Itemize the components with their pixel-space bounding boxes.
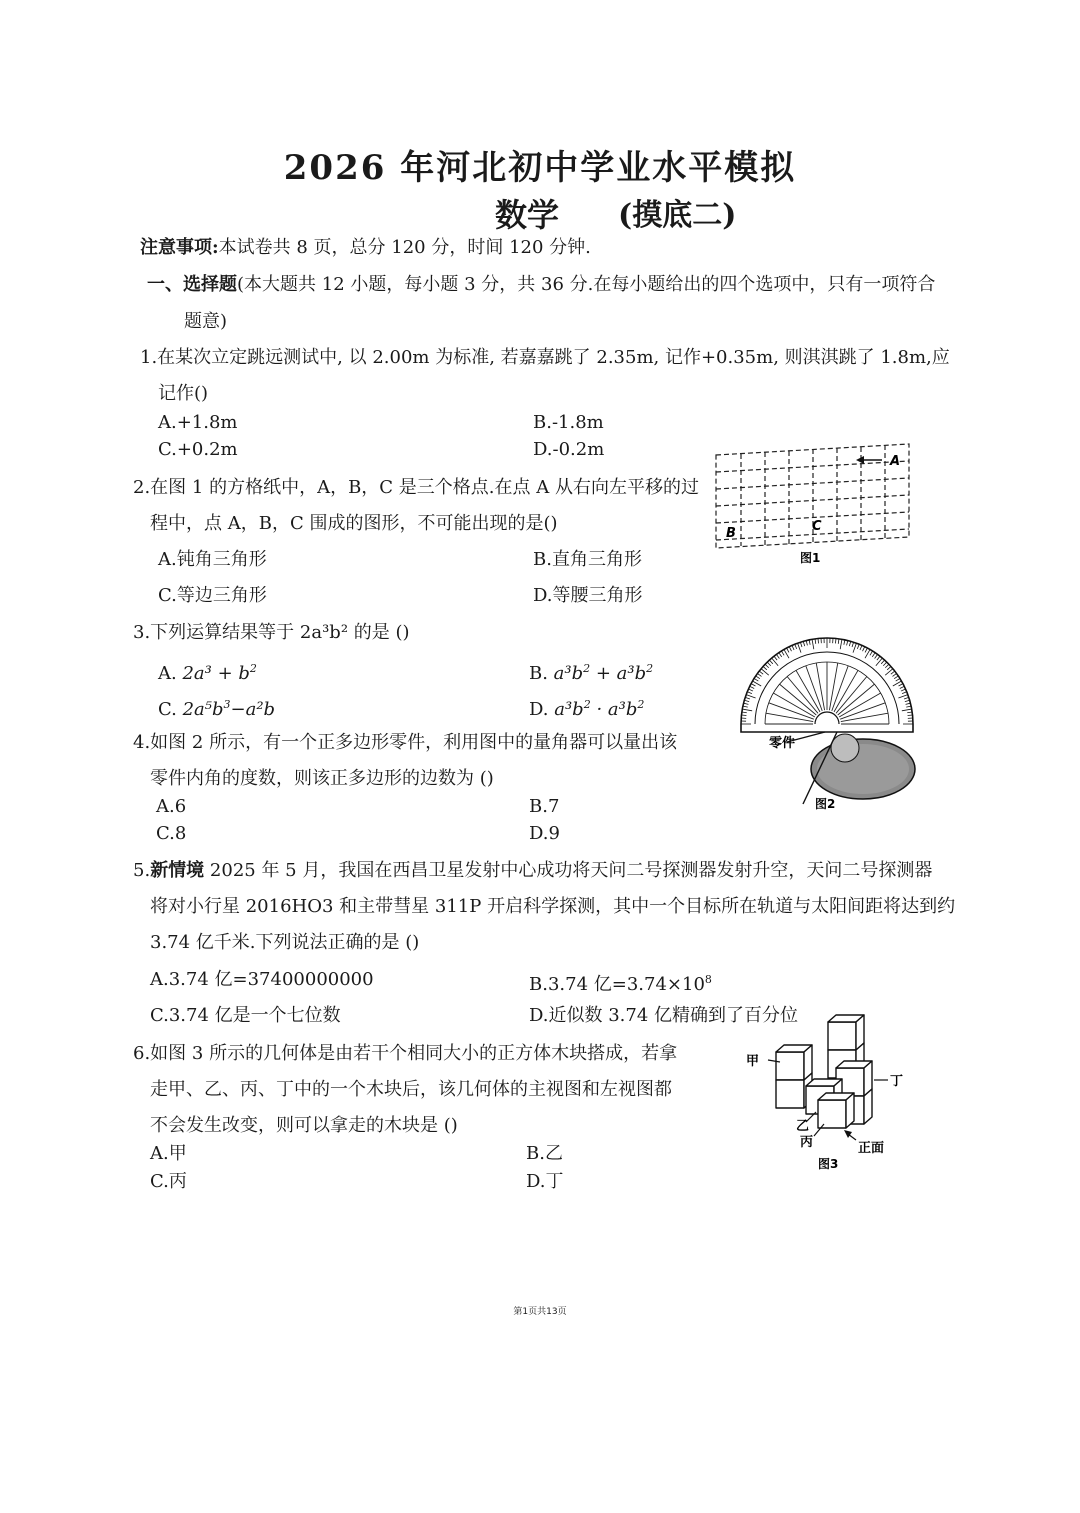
q6-option-a: A.甲: [150, 1143, 187, 1164]
figure-2-protractor: [735, 636, 920, 816]
q3-option-d-letter: D.: [529, 699, 555, 720]
fig3-caption: 图3: [818, 1157, 839, 1171]
figure-3-cubes: [740, 1010, 920, 1175]
q6-stem-line3: 不会发生改变，则可以拿走的木块是 (): [150, 1115, 458, 1136]
q6-option-d: D.丁: [526, 1171, 564, 1192]
q5-tag: 新情境: [150, 860, 205, 881]
q5-option-b: [529, 968, 712, 997]
q5-option-c: C.3.74 亿是一个七位数: [150, 1005, 341, 1026]
q1-stem-line2: 记作(): [158, 383, 209, 404]
q2-option-c: C.等边三角形: [158, 585, 267, 606]
fig3-label-front: 正面: [858, 1141, 885, 1156]
q3-option-d-expr: a³b: [554, 699, 584, 720]
page-footer: 第1页共13页: [513, 1307, 567, 1317]
fig1-caption: 图1: [800, 551, 821, 565]
protractor-tick: [818, 638, 819, 643]
fig2-caption: 图2: [815, 797, 836, 811]
protractor-tick: [908, 715, 913, 716]
q2-option-a: A.钝角三角形: [158, 549, 267, 570]
q5-number: 5.: [133, 860, 151, 881]
protractor-tick: [741, 715, 746, 716]
notice: [140, 236, 591, 260]
q3-option-b-expr2: + a³b: [590, 663, 647, 684]
q1-option-d: D.-0.2m: [533, 439, 605, 460]
q3-option-a-exp: 2: [249, 662, 257, 675]
q5-option-b-exp: 8: [704, 973, 712, 986]
q2-stem-line1: 2.在图 1 的方格纸中，A，B，C 是三个格点.在点 A 从右向左平移的过: [133, 477, 699, 498]
q3-option-c-expr2: −a²b: [230, 699, 276, 720]
edition-label: (摸底二): [618, 198, 737, 233]
q6-stem-line2: 走甲、乙、丙、丁中的一个木块后，该几何体的主视图和左视图都: [150, 1079, 672, 1100]
fig1-label-b: B: [726, 526, 736, 541]
q1-option-c: C.+0.2m: [158, 439, 238, 460]
section-desc-2: 题意): [184, 311, 228, 332]
fig3-label-yi: 乙: [796, 1119, 810, 1134]
q4-option-d: D.9: [529, 823, 560, 844]
q3-option-c: [158, 693, 275, 722]
q5-stem-line1: [133, 859, 932, 883]
section-title: 一、选择题: [147, 274, 237, 295]
fig1-label-c: C: [812, 519, 822, 534]
q5-option-b-text: B.3.74 亿=3.74×10: [529, 974, 705, 995]
q3-option-d: [529, 693, 644, 722]
q2-stem-line2: 程中，点 A，B，C 围成的图形，不可能出现的是(): [150, 513, 558, 534]
q4-option-c: C.8: [156, 823, 187, 844]
q4-stem-line2: 零件内角的度数，则该正多边形的边数为 (): [150, 768, 494, 789]
q3-option-c-expr: 2a⁵b: [182, 699, 224, 720]
notice-label: 注意事项:: [140, 237, 219, 258]
q3-option-d-exp1: 2: [583, 698, 591, 711]
q6-stem-line1: 6.如图 3 所示的几何体是由若干个相同大小的正方体木块搭成，若拿: [133, 1043, 678, 1064]
q5-stem-line2: 将对小行星 2016HO3 和主带彗星 311P 开启科学探测，其中一个目标所在轨道与太阳间距将达到约: [150, 896, 956, 917]
q6-option-c: C.丙: [150, 1171, 187, 1192]
q3-option-c-letter: C.: [158, 699, 183, 720]
fig2-part-label: 零件: [769, 736, 796, 751]
section-desc-1: (本大题共 12 小题，每小题 3 分，共 36 分.在每小题给出的四个选项中，只有一项符合: [237, 274, 936, 295]
q3-option-b-letter: B.: [529, 663, 554, 684]
fig3-label-jia: 甲: [746, 1054, 760, 1069]
q3-option-c-exp: 3: [223, 698, 231, 711]
q3-option-a: [158, 657, 257, 686]
q3-option-b-exp2: 2: [646, 662, 654, 675]
subject-title: 数学: [495, 196, 560, 234]
exam-title: 2026 年河北初中学业水平模拟: [283, 148, 797, 188]
q5-stem-line3: 3.74 亿千米.下列说法正确的是 (): [150, 932, 420, 953]
q4-option-b: B.7: [529, 796, 560, 817]
q3-option-d-expr2: · a³b: [590, 699, 638, 720]
q1-option-b: B.-1.8m: [533, 412, 604, 433]
notice-text: 本试卷共 8 页，总分 120 分，时间 120 分钟.: [218, 237, 591, 258]
q2-option-d: D.等腰三角形: [533, 585, 643, 606]
q5-option-a: A.3.74 亿=37400000000: [150, 969, 374, 990]
figure-1-grid: [712, 440, 917, 570]
q1-stem-line1: 1.在某次立定跳远测试中, 以 2.00m 为标准, 若嘉嘉跳了 2.35m, 记作+0.35m, 则淇淇跳了 1.8m,应: [140, 347, 950, 368]
fig3-label-ding: 丁: [890, 1074, 904, 1089]
section-heading: [147, 273, 935, 297]
q3-option-d-exp2: 2: [637, 698, 645, 711]
q3-option-b-exp1: 2: [583, 662, 591, 675]
q2-option-b: B.直角三角形: [533, 549, 642, 570]
protractor-tick: [835, 638, 836, 643]
q3-option-a-expr: 2a³ + b: [182, 663, 250, 684]
q4-option-a: A.6: [156, 796, 187, 817]
q3-option-b-expr: a³b: [553, 663, 584, 684]
q4-stem-line1: 4.如图 2 所示，有一个正多边形零件，利用图中的量角器可以量出该: [133, 732, 678, 753]
fig1-label-a: A: [890, 454, 901, 469]
q3-stem: 3.下列运算结果等于 2a³b² 的是 (): [133, 622, 410, 643]
arrow-head-icon: [856, 456, 864, 464]
fig3-label-bing: 丙: [800, 1135, 814, 1150]
q3-option-b: [529, 657, 653, 686]
q5-option-d: D.近似数 3.74 亿精确到了百分位: [529, 1005, 799, 1026]
q3-option-a-letter: A.: [158, 663, 183, 684]
q1-option-a: A.+1.8m: [158, 412, 238, 433]
q5-stem-text: 2025 年 5 月，我国在西昌卫星发射中心成功将天问二号探测器发射升空，天问二号探测器: [204, 860, 933, 881]
q6-option-b: B.乙: [526, 1143, 563, 1164]
